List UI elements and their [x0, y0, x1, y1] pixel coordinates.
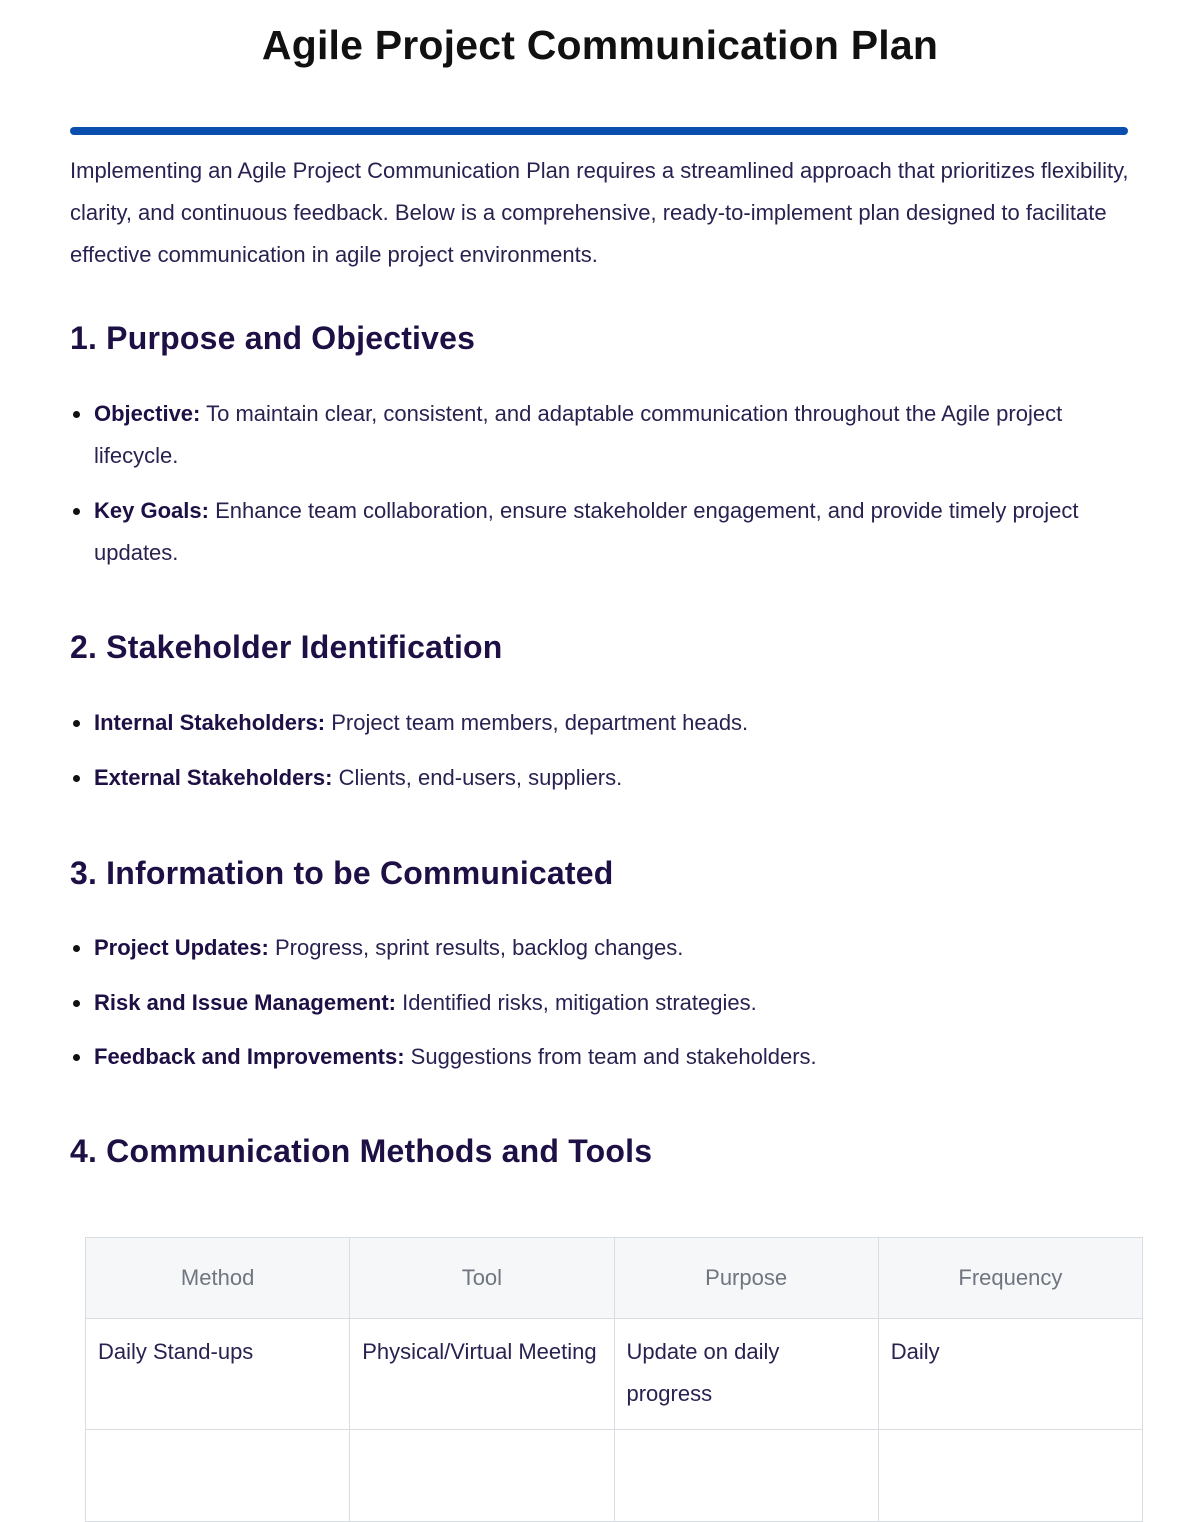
methods-table-container [85, 1237, 1143, 1522]
column-header-purpose: Purpose [614, 1238, 878, 1319]
table-cell-method [86, 1430, 350, 1522]
list-item [70, 702, 1090, 744]
list-item [70, 982, 1090, 1024]
item-label: Feedback and Improvements: [94, 1044, 405, 1069]
list-item [70, 757, 1090, 799]
item-text: Progress, sprint results, backlog changes. [274, 935, 684, 960]
table-cell-purpose: Update on daily progress [614, 1319, 878, 1430]
column-header-method: Method [86, 1238, 350, 1319]
page-title: Agile Project Communication Plan [261, 22, 939, 68]
list-item [70, 490, 1090, 574]
section-heading-information: 3. Information to be Communicated [70, 855, 614, 891]
item-label: External Stakeholders: [94, 765, 333, 790]
bullet-icon [73, 945, 80, 952]
information-list [70, 927, 1090, 1078]
item-text: Enhance team collaboration, ensure stakeholder engagement, and provide timely project updates. [94, 498, 1079, 565]
bullet-icon [73, 508, 80, 515]
item-text: Suggestions from team and stakeholders. [410, 1044, 817, 1069]
bullet-icon [73, 775, 80, 782]
item-label: Objective: [94, 401, 201, 426]
column-header-tool: Tool [350, 1238, 614, 1319]
table-cell-purpose [614, 1430, 878, 1522]
item-text: To maintain clear, consistent, and adaptable communication throughout the Agile project lifecycle. [94, 401, 1063, 468]
intro-paragraph: Implementing an Agile Project Communication Plan requires a streamlined approach that prioritizes flexibility, clarity, and continuous feedback. Below is a comprehensive, ready-to-implement plan designed to facilitate effective communication in agile project environments. [70, 158, 1129, 267]
bullet-icon [73, 411, 80, 418]
table-cell-tool [350, 1430, 614, 1522]
methods-table [85, 1237, 1143, 1522]
item-label: Risk and Issue Management: [94, 990, 396, 1015]
list-item [70, 393, 1090, 477]
item-text: Project team members, department heads. [331, 710, 749, 735]
item-label: Internal Stakeholders: [94, 710, 326, 735]
title-divider [70, 127, 1128, 135]
table-row [86, 1430, 1143, 1522]
section-heading-stakeholders: 2. Stakeholder Identification [70, 629, 503, 665]
bullet-icon [73, 1000, 80, 1007]
list-item [70, 1036, 1090, 1078]
item-text: Identified risks, mitigation strategies. [402, 990, 757, 1015]
section-heading-methods: 4. Communication Methods and Tools [70, 1133, 653, 1169]
table-cell-method: Daily Stand-ups [86, 1319, 350, 1430]
bullet-icon [73, 1054, 80, 1061]
column-header-frequency: Frequency [878, 1238, 1142, 1319]
stakeholder-list [70, 702, 1090, 799]
table-cell-frequency [878, 1430, 1142, 1522]
table-header-row [86, 1238, 1143, 1319]
item-text: Clients, end-users, suppliers. [338, 765, 623, 790]
purpose-list [70, 393, 1090, 574]
item-label: Project Updates: [94, 935, 269, 960]
section-heading-purpose: 1. Purpose and Objectives [70, 320, 476, 356]
table-cell-tool: Physical/Virtual Meeting [350, 1319, 614, 1430]
table-cell-frequency: Daily [878, 1319, 1142, 1430]
bullet-icon [73, 720, 80, 727]
table-row [86, 1319, 1143, 1430]
item-label: Key Goals: [94, 498, 209, 523]
list-item [70, 927, 1090, 969]
